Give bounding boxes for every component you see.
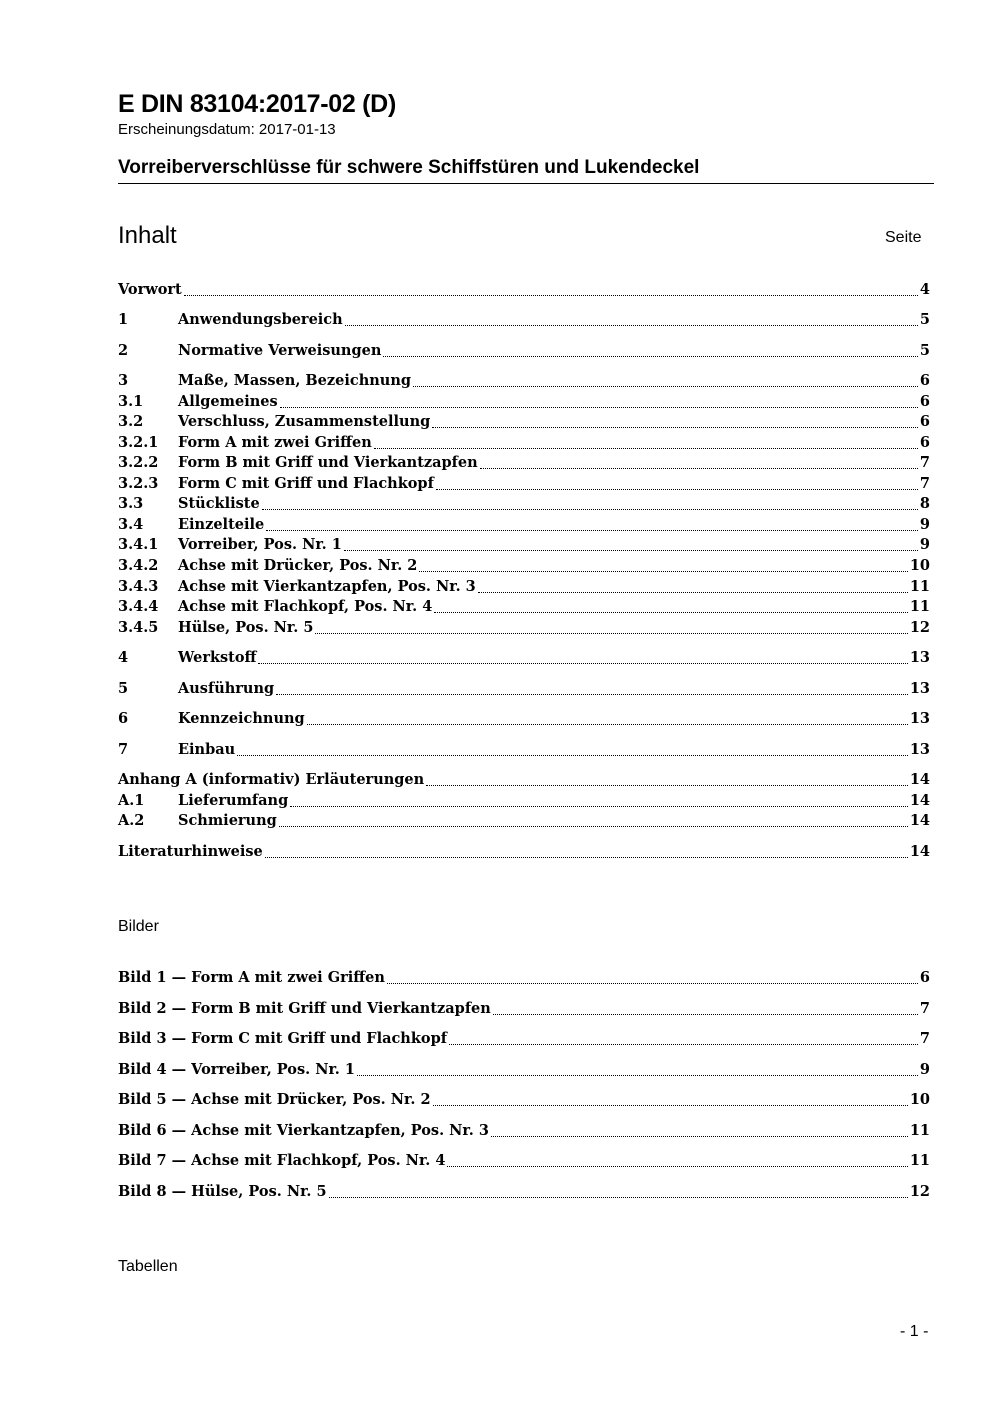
- toc-entry-page: 7: [919, 454, 930, 471]
- toc-entry-number: 4: [118, 649, 129, 666]
- toc-entry[interactable]: [118, 433, 930, 453]
- toc-entry-label: Anhang A (informativ) Erläuterungen: [118, 771, 425, 788]
- toc-entry-number: 3.4.5: [118, 619, 159, 636]
- toc-entry[interactable]: [118, 770, 930, 790]
- toc-entry-page: 13: [909, 741, 930, 758]
- dot-leader: [449, 1044, 918, 1045]
- dot-leader: [478, 592, 908, 593]
- toc-entry-page: 6: [919, 372, 930, 389]
- toc-entry-page: 12: [909, 619, 930, 636]
- toc-entry-page: 9: [919, 536, 930, 553]
- toc-entry-label: Vorreiber, Pos. Nr. 1: [178, 536, 342, 553]
- dot-leader: [419, 571, 907, 572]
- toc-entry-page: 13: [909, 680, 930, 697]
- toc-entry-label: Achse mit Vierkantzapfen, Pos. Nr. 3: [178, 578, 476, 595]
- toc-entry-number: 3.4.3: [118, 578, 159, 595]
- toc-entry-number: 3.1: [118, 393, 144, 410]
- figure-entry-page: 11: [909, 1152, 930, 1169]
- figure-entry-label: Bild 3 — Form C mit Griff und Flachkopf: [118, 1030, 447, 1047]
- toc-entry-page: 11: [909, 578, 930, 595]
- dot-leader: [262, 509, 918, 510]
- figures-heading: Bilder: [118, 918, 159, 935]
- toc-entry-label: Anwendungsbereich: [178, 311, 343, 328]
- dot-leader: [279, 826, 908, 827]
- toc-entry-page: 8: [919, 495, 930, 512]
- toc-entry-label: Achse mit Drücker, Pos. Nr. 2: [178, 557, 418, 574]
- figure-entry-page: 10: [909, 1091, 930, 1108]
- toc-entry-label: Kennzeichnung: [178, 710, 305, 727]
- toc-entry[interactable]: [118, 392, 930, 412]
- toc-entry-page: 10: [909, 557, 930, 574]
- dot-leader: [265, 857, 908, 858]
- dot-leader: [413, 386, 918, 387]
- toc-entry[interactable]: [118, 474, 930, 494]
- dot-leader: [315, 633, 907, 634]
- dot-leader: [184, 295, 918, 296]
- figure-entry-page: 11: [909, 1122, 930, 1139]
- dot-leader: [491, 1136, 908, 1137]
- toc-entry-label: Hülse, Pos. Nr. 5: [178, 619, 314, 636]
- toc-entry-page: 5: [919, 311, 930, 328]
- dot-leader: [357, 1075, 918, 1076]
- toc-entry-label: Allgemeines: [178, 393, 278, 410]
- toc-entry-label: Maße, Massen, Bezeichnung: [178, 372, 412, 389]
- figure-entry[interactable]: [118, 999, 930, 1019]
- dot-leader: [383, 356, 918, 357]
- dot-leader: [432, 427, 918, 428]
- document-title: E DIN 83104:2017-02 (D): [118, 90, 396, 118]
- toc-entry-number: A.1: [118, 792, 145, 809]
- figure-entry-label: Bild 8 — Hülse, Pos. Nr. 5: [118, 1183, 327, 1200]
- dot-leader: [426, 785, 908, 786]
- toc-entry-number: 3.4.4: [118, 598, 159, 615]
- figure-entry[interactable]: [118, 1029, 930, 1049]
- figure-entry[interactable]: [118, 1151, 930, 1171]
- toc-entry-page: 6: [919, 413, 930, 430]
- figure-entry-page: 12: [909, 1183, 930, 1200]
- toc-entry-label: Verschluss, Zusammenstellung: [178, 413, 431, 430]
- toc-entry[interactable]: [118, 515, 930, 535]
- toc-entry-label: Schmierung: [178, 812, 277, 829]
- toc-entry-page: 14: [909, 792, 930, 809]
- tables-heading: Tabellen: [118, 1258, 178, 1275]
- toc-entry-number: A.2: [118, 812, 145, 829]
- toc-entry[interactable]: [118, 453, 930, 473]
- toc-entry-label: Werkstoff: [178, 649, 257, 666]
- figure-entry-label: Bild 7 — Achse mit Flachkopf, Pos. Nr. 4: [118, 1152, 446, 1169]
- toc-entry-page: 7: [919, 475, 930, 492]
- document-subject: Vorreiberverschlüsse für schwere Schiffstüren und Lukendeckel: [118, 157, 700, 178]
- toc-entry-label: Form B mit Griff und Vierkantzapfen: [178, 454, 478, 471]
- toc-entry-number: 3.4: [118, 516, 144, 533]
- figure-entry-label: Bild 6 — Achse mit Vierkantzapfen, Pos. Nr. 3: [118, 1122, 489, 1139]
- toc-entry[interactable]: [118, 494, 930, 514]
- dot-leader: [237, 755, 908, 756]
- toc-entry-page: 14: [909, 812, 930, 829]
- dot-leader: [447, 1166, 907, 1167]
- toc-entry-number: 6: [118, 710, 129, 727]
- toc-entry-page: 6: [919, 434, 930, 451]
- dot-leader: [266, 530, 918, 531]
- toc-entry-page: 13: [909, 710, 930, 727]
- toc-entry-page: 5: [919, 342, 930, 359]
- toc-entry[interactable]: [118, 618, 930, 638]
- toc-entry[interactable]: [118, 679, 930, 699]
- toc-entry-number: 3.4.1: [118, 536, 159, 553]
- toc-entry[interactable]: [118, 842, 930, 862]
- figure-entry-label: Bild 5 — Achse mit Drücker, Pos. Nr. 2: [118, 1091, 431, 1108]
- toc-entry[interactable]: [118, 791, 930, 811]
- toc-entry[interactable]: [118, 709, 930, 729]
- dot-leader: [345, 325, 918, 326]
- toc-entry-label: Einbau: [178, 741, 236, 758]
- toc-entry-page: 11: [909, 598, 930, 615]
- dot-leader: [433, 1105, 908, 1106]
- page-column-label: Seite: [885, 229, 922, 246]
- figure-entry[interactable]: [118, 1121, 930, 1141]
- toc-heading: Inhalt: [118, 222, 177, 249]
- toc-entry-page: 9: [919, 516, 930, 533]
- toc-entry-number: 3: [118, 372, 129, 389]
- dot-leader: [290, 806, 908, 807]
- toc-entry[interactable]: [118, 535, 930, 555]
- toc-entry[interactable]: [118, 597, 930, 617]
- figure-entry-page: 7: [919, 1000, 930, 1017]
- publication-date: Erscheinungsdatum: 2017-01-13: [118, 121, 336, 138]
- toc-entry[interactable]: [118, 740, 930, 760]
- toc-entry-number: 3.2.2: [118, 454, 159, 471]
- toc-entry-label: Ausführung: [178, 680, 275, 697]
- toc-entry[interactable]: [118, 412, 930, 432]
- toc-entry-number: 1: [118, 311, 129, 328]
- toc-entry-label: Normative Verweisungen: [178, 342, 382, 359]
- dot-leader: [344, 550, 918, 551]
- toc-entry-number: 5: [118, 680, 129, 697]
- toc-entry-label: Einzelteile: [178, 516, 265, 533]
- figure-entry-label: Bild 1 — Form A mit zwei Griffen: [118, 969, 385, 986]
- toc-entry[interactable]: [118, 310, 930, 330]
- toc-entry-label: Lieferumfang: [178, 792, 289, 809]
- toc-entry-label: Literaturhinweise: [118, 843, 263, 860]
- toc-entry-label: Form A mit zwei Griffen: [178, 434, 372, 451]
- toc-entry-number: 3.2.1: [118, 434, 159, 451]
- title-divider: [118, 183, 934, 184]
- dot-leader: [434, 612, 908, 613]
- toc-entry[interactable]: [118, 556, 930, 576]
- figure-entry[interactable]: [118, 1090, 930, 1110]
- figure-entry-label: Bild 4 — Vorreiber, Pos. Nr. 1: [118, 1061, 355, 1078]
- dot-leader: [329, 1197, 908, 1198]
- dot-leader: [436, 489, 918, 490]
- toc-entry-page: 6: [919, 393, 930, 410]
- toc-entry[interactable]: [118, 341, 930, 361]
- dot-leader: [307, 724, 908, 725]
- dot-leader: [276, 694, 908, 695]
- toc-entry-page: 14: [909, 771, 930, 788]
- toc-entry-number: 2: [118, 342, 129, 359]
- toc-entry-label: Achse mit Flachkopf, Pos. Nr. 4: [178, 598, 433, 615]
- toc-entry-label: Form C mit Griff und Flachkopf: [178, 475, 434, 492]
- dot-leader: [280, 407, 918, 408]
- figure-entry[interactable]: [118, 968, 930, 988]
- toc-entry[interactable]: [118, 577, 930, 597]
- figure-entry-label: Bild 2 — Form B mit Griff und Vierkantzapfen: [118, 1000, 491, 1017]
- figure-entry-page: 6: [919, 969, 930, 986]
- toc-entry[interactable]: [118, 811, 930, 831]
- toc-entry-page: 14: [909, 843, 930, 860]
- dot-leader: [258, 663, 907, 664]
- toc-entry[interactable]: [118, 280, 930, 300]
- toc-entry-page: 13: [909, 649, 930, 666]
- figure-entry[interactable]: [118, 1182, 930, 1202]
- toc-entry[interactable]: [118, 648, 930, 668]
- dot-leader: [493, 1014, 918, 1015]
- dot-leader: [374, 448, 918, 449]
- toc-entry[interactable]: [118, 371, 930, 391]
- figure-entry-page: 7: [919, 1030, 930, 1047]
- toc-entry-number: 3.2: [118, 413, 144, 430]
- toc-entry-number: 3.2.3: [118, 475, 159, 492]
- figure-entry-page: 9: [919, 1061, 930, 1078]
- toc-entry-number: 7: [118, 741, 129, 758]
- page-number: - 1 -: [900, 1323, 929, 1340]
- toc-entry-label: Vorwort: [118, 281, 182, 298]
- toc-entry-page: 4: [919, 281, 930, 298]
- figure-entry[interactable]: [118, 1060, 930, 1080]
- toc-entry-label: Stückliste: [178, 495, 260, 512]
- dot-leader: [387, 983, 918, 984]
- toc-entry-number: 3.3: [118, 495, 144, 512]
- dot-leader: [480, 468, 918, 469]
- toc-entry-number: 3.4.2: [118, 557, 159, 574]
